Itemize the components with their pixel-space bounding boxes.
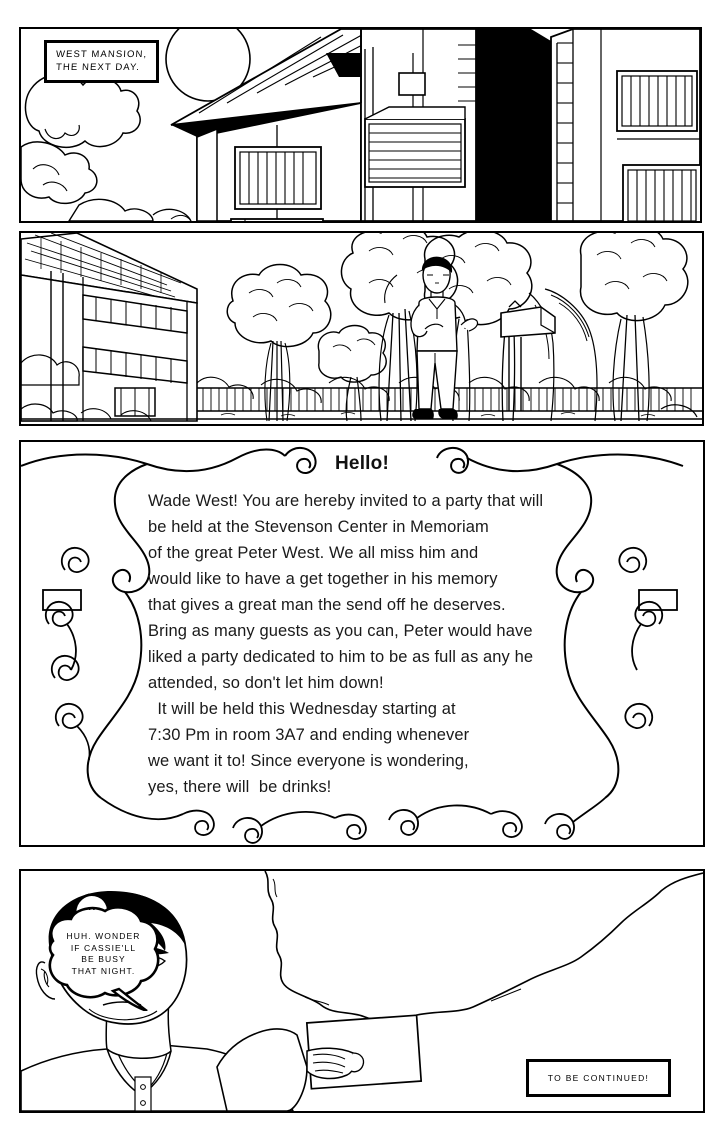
- letter-line: be held at the Stevenson Center in Memoriam: [148, 518, 489, 536]
- letter-line: Wade West! You are hereby invited to a party that will: [148, 492, 544, 510]
- letter-title-hello: Hello!: [335, 453, 389, 474]
- bubble-line: HUH. WONDER: [66, 931, 141, 941]
- panel-street-mailbox: [19, 231, 704, 426]
- letter-line: we want it to! Since everyone is wondering,: [148, 752, 469, 770]
- bubble-text: [46, 931, 161, 977]
- speech-bubble: [35, 891, 170, 1011]
- letter-line: 7:30 Pm in room 3A7 and ending whenever: [148, 726, 470, 744]
- panel-establishing-mansion: [19, 27, 702, 223]
- panel-closeup-reading: [19, 869, 705, 1113]
- letter-line: liked a party dedicated to him to be as full as any he: [148, 648, 534, 666]
- letter-line: Bring as many guests as you can, Peter would have: [148, 622, 533, 640]
- bubble-ellipsis: ...: [84, 902, 97, 913]
- to-be-continued-box: [526, 1059, 671, 1097]
- letter-line: of the great Peter West. We all miss him and: [148, 544, 479, 562]
- letter-body: [148, 488, 618, 800]
- letter-line: yes, there will be drinks!: [148, 778, 332, 796]
- panel-2-artwork: [21, 233, 702, 424]
- caption-line-2: THE NEXT DAY.: [55, 62, 141, 73]
- bubble-line: IF CASSIE'LL: [70, 942, 137, 953]
- panel-invitation-letter: [19, 440, 705, 847]
- letter-line: would like to have a get together in his memory: [148, 570, 498, 588]
- bubble-line: BE BUSY: [81, 954, 126, 964]
- to-be-continued-text: TO BE CONTINUED!: [547, 1073, 650, 1083]
- letter-line: that gives a great man the send off he deserves.: [148, 596, 506, 614]
- letter-line: It will be held this Wednesday starting at: [148, 700, 456, 718]
- caption-box-west-mansion: [44, 40, 159, 83]
- letter-line: attended, so don't let him down!: [148, 674, 384, 692]
- bubble-line: THAT NIGHT.: [71, 965, 136, 976]
- caption-line-1: WEST MANSION,: [55, 49, 148, 60]
